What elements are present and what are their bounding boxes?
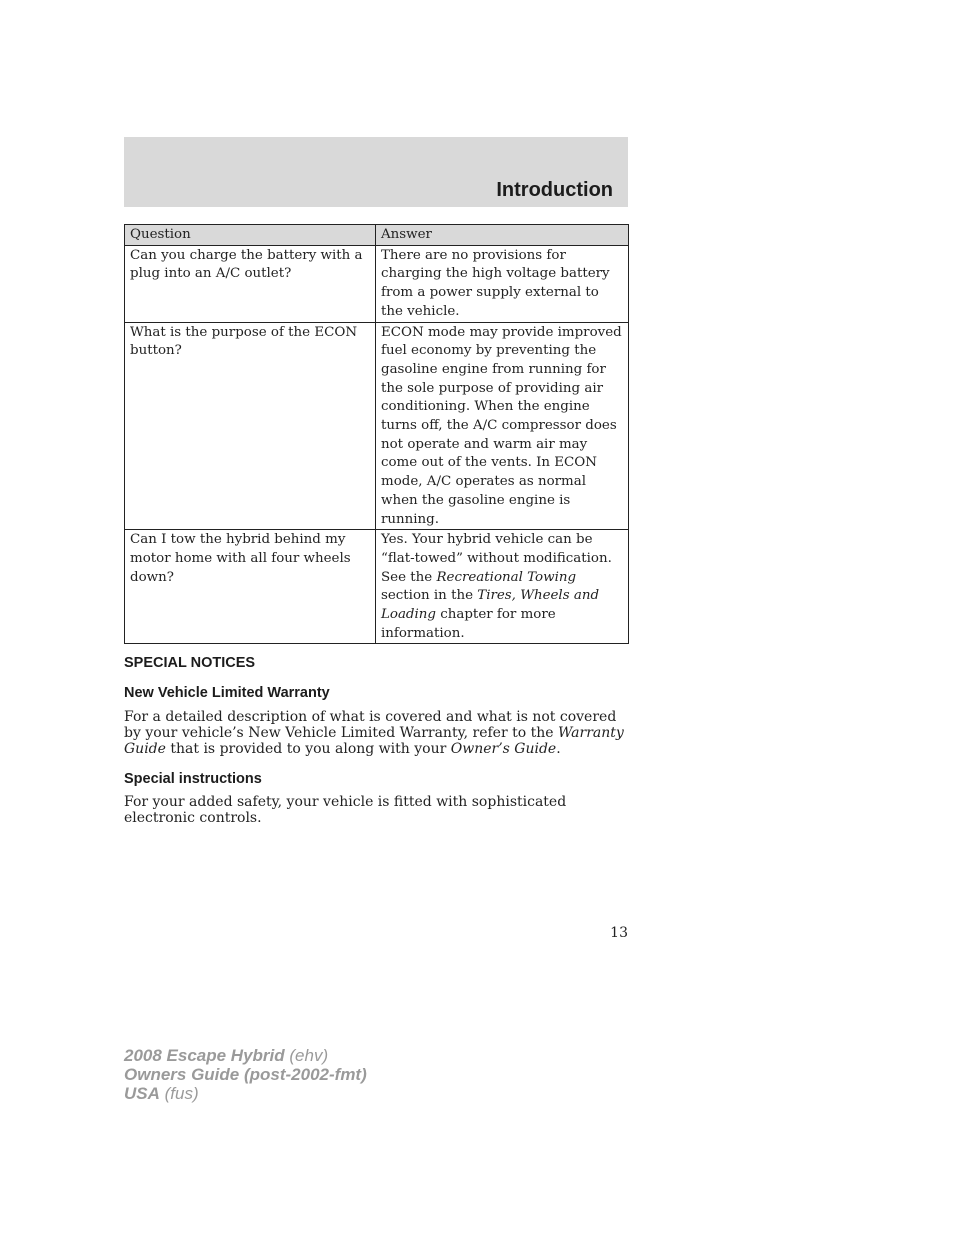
footer-line-1: 2008 Escape Hybrid (ehv) <box>124 1046 329 1065</box>
question-cell: What is the purpose of the ECON button? <box>125 322 376 530</box>
warranty-heading: New Vehicle Limited Warranty <box>124 685 330 701</box>
special-instructions-heading: Special instructions <box>124 771 262 787</box>
warranty-paragraph <box>124 709 628 758</box>
warranty-text: that is provided to you along with your <box>165 741 451 758</box>
warranty-guide-reference: Warranty Guide <box>124 725 624 758</box>
question-cell: Can I tow the hybrid behind my motor home with all four wheels down? <box>125 530 376 644</box>
question-cell: Can you charge the battery with a plug into an A/C outlet? <box>125 245 376 322</box>
answer-cell <box>376 530 629 644</box>
table-row <box>125 322 629 530</box>
column-header-answer: Answer <box>376 225 629 246</box>
owners-guide-reference: Owner’s Guide <box>450 741 557 758</box>
chapter-reference: Tires, Wheels and Loading <box>381 588 600 623</box>
table-row <box>125 245 629 322</box>
warranty-text: For a detailed description of what is covered and what is not covered by your vehicle’s New Vehicle Limited Warranty, refer to the <box>124 709 617 742</box>
chapter-header <box>124 137 628 207</box>
answer-text: Yes. Your hybrid vehicle can be “flat-towed” without modification. See the <box>381 532 612 585</box>
answer-cell: There are no provisions for charging the high voltage battery from a power supply external to the vehicle. <box>376 245 629 322</box>
section-reference: Recreational Towing <box>436 569 577 585</box>
document-footer <box>124 1046 367 1103</box>
special-instructions-paragraph: For your added safety, your vehicle is fitted with sophisticated electronic controls. <box>124 794 567 827</box>
answer-cell: ECON mode may provide improved fuel economy by preventing the gasoline engine from running for the sole purpose of providing air conditioning. When the engine turns off, the A/C compressor does not operate and warm air may come out of the vents. In ECON mode, A/C operates as normal when the gasoline engine is running. <box>376 322 629 530</box>
faq-table <box>124 224 629 644</box>
table-header-row <box>125 225 629 246</box>
warranty-text: . <box>556 741 561 758</box>
footer-line-2: Owners Guide (post-2002-fmt) <box>124 1065 367 1084</box>
answer-text: section in the <box>381 588 478 604</box>
column-header-question: Question <box>125 225 376 246</box>
page-number: 13 <box>610 925 628 941</box>
table-row <box>125 530 629 644</box>
footer-line-3: USA (fus) <box>124 1084 199 1103</box>
chapter-title: Introduction <box>496 179 613 201</box>
special-notices-heading: SPECIAL NOTICES <box>124 655 256 671</box>
answer-text: chapter for more information. <box>381 607 556 641</box>
